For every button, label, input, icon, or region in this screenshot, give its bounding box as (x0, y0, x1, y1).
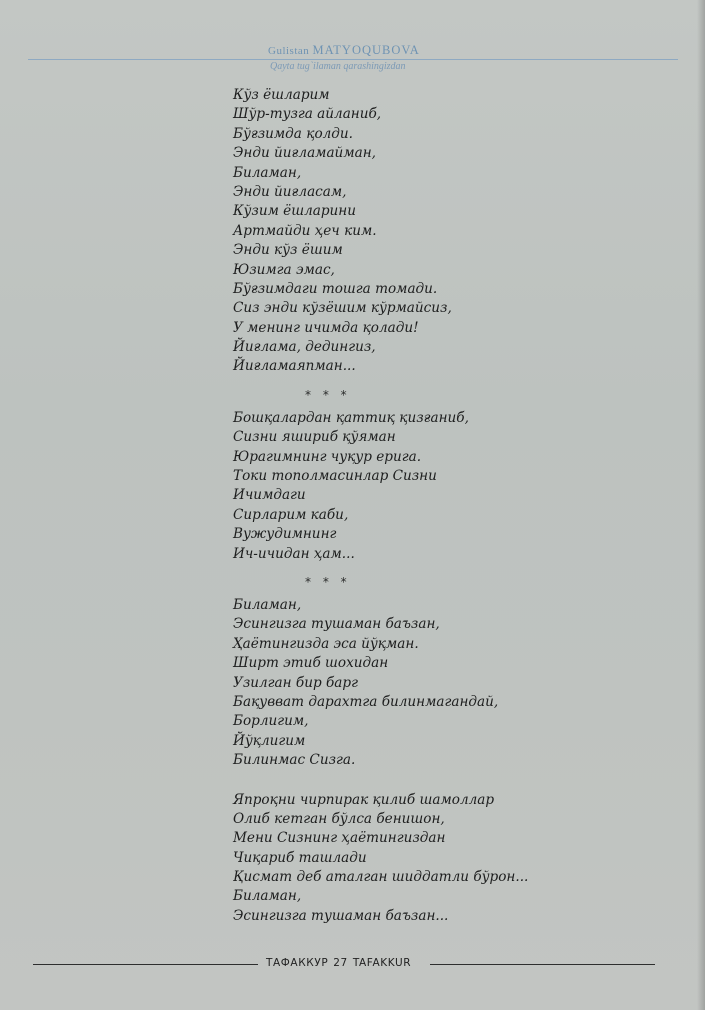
poem-line: Ширт этиб шохидан (233, 655, 389, 672)
footer-rule-right (430, 964, 655, 965)
poem-line: Энди кўз ёшим (233, 242, 343, 259)
poem-line: Борлигим, (233, 713, 309, 730)
poem-line: Мени Сизнинг ҳаётингиздан (233, 830, 446, 847)
footer-title-cyrillic: ТАФАККУР (266, 957, 329, 969)
poem-line: Кўзим ёшларини (233, 203, 357, 220)
poem-line: Ич-ичидан ҳам... (233, 545, 355, 562)
poem-line: Эсингизга тушаман баъзан... (233, 907, 449, 924)
poem-line: Йиғлама, дедингиз, (233, 339, 376, 356)
poem-line: Юзимга эмас, (233, 261, 335, 278)
poem-line: Ичимдаги (233, 487, 306, 504)
header-subtitle: Qayta tug`ilaman qarashingizdan (270, 61, 406, 72)
poem-line: Токи тополмасинлар Сизни (233, 468, 437, 485)
stanza-1 (233, 86, 653, 377)
author-first-name: Gulistan (268, 45, 310, 57)
stanza-gap (233, 771, 653, 791)
poem-line: Эсингизга тушаман баъзан, (233, 616, 440, 633)
poem-line: Сиз энди кўзёшим кўрмайсиз, (233, 300, 452, 317)
poem-line: Бошқалардан қаттиқ қизғаниб, (233, 409, 469, 426)
poem-line: Биламан, (233, 596, 302, 613)
section-divider: * * * (305, 387, 351, 402)
page-edge-shadow (697, 0, 705, 1010)
stanza-4 (233, 791, 653, 927)
poem-line: Сизни яшириб қўяман (233, 429, 396, 446)
stanza-3 (233, 596, 653, 771)
footer-rule-left (33, 964, 258, 965)
author-last-name: MATYOQUBOVA (312, 43, 420, 57)
poem-line: Сирларим каби, (233, 506, 349, 523)
section-divider: * * * (305, 574, 351, 589)
poem-line: Ҳаётингизда эса йўқман. (233, 635, 419, 652)
poem-line: Йиғламаяпман... (233, 358, 356, 375)
footer-label (266, 957, 416, 969)
poem-line: Билинмас Сизга. (233, 752, 356, 769)
poem-line: Қисмат деб аталган шиддатли бўрон... (233, 869, 529, 886)
poem-line: У менинг ичимда қолади! (233, 319, 419, 336)
poem-line: Энди йиғламайман, (233, 145, 376, 162)
poem-line: Юрагимнинг чуқур ерига. (233, 448, 422, 465)
poem-line: Артмайди ҳеч ким. (233, 222, 377, 239)
page-number: 27 (333, 957, 348, 969)
poem-line: Бўғзимдаги тошга томади. (233, 280, 438, 297)
poem-line: Узилган бир барг (233, 674, 358, 691)
poem-line: Биламан, (233, 888, 302, 905)
poem-line: Биламан, (233, 164, 302, 181)
poem-body (233, 86, 653, 926)
poem-line: Олиб кетган бўлса бенишон, (233, 810, 445, 827)
poem-line: Энди йиғласам, (233, 183, 347, 200)
poem-line: Бақувват дарахтга билинмагандай, (233, 693, 499, 710)
stanza-2 (233, 409, 653, 564)
header-rule (28, 59, 678, 60)
page-footer (0, 957, 705, 973)
header-author (268, 43, 420, 58)
poem-line: Шўр-тузга айланиб, (233, 106, 382, 123)
poem-line: Бўғзимда қолди. (233, 125, 353, 142)
poem-line: Вужудимнинг (233, 526, 337, 543)
poem-line: Япроқни чирпирак қилиб шамоллар (233, 791, 495, 808)
poem-line: Кўз ёшларим (233, 87, 330, 103)
poem-line: Йўқлигим (233, 732, 306, 749)
footer-title-latin: TAFAKKUR (352, 957, 412, 969)
poem-line: Чиқариб ташлади (233, 849, 367, 866)
